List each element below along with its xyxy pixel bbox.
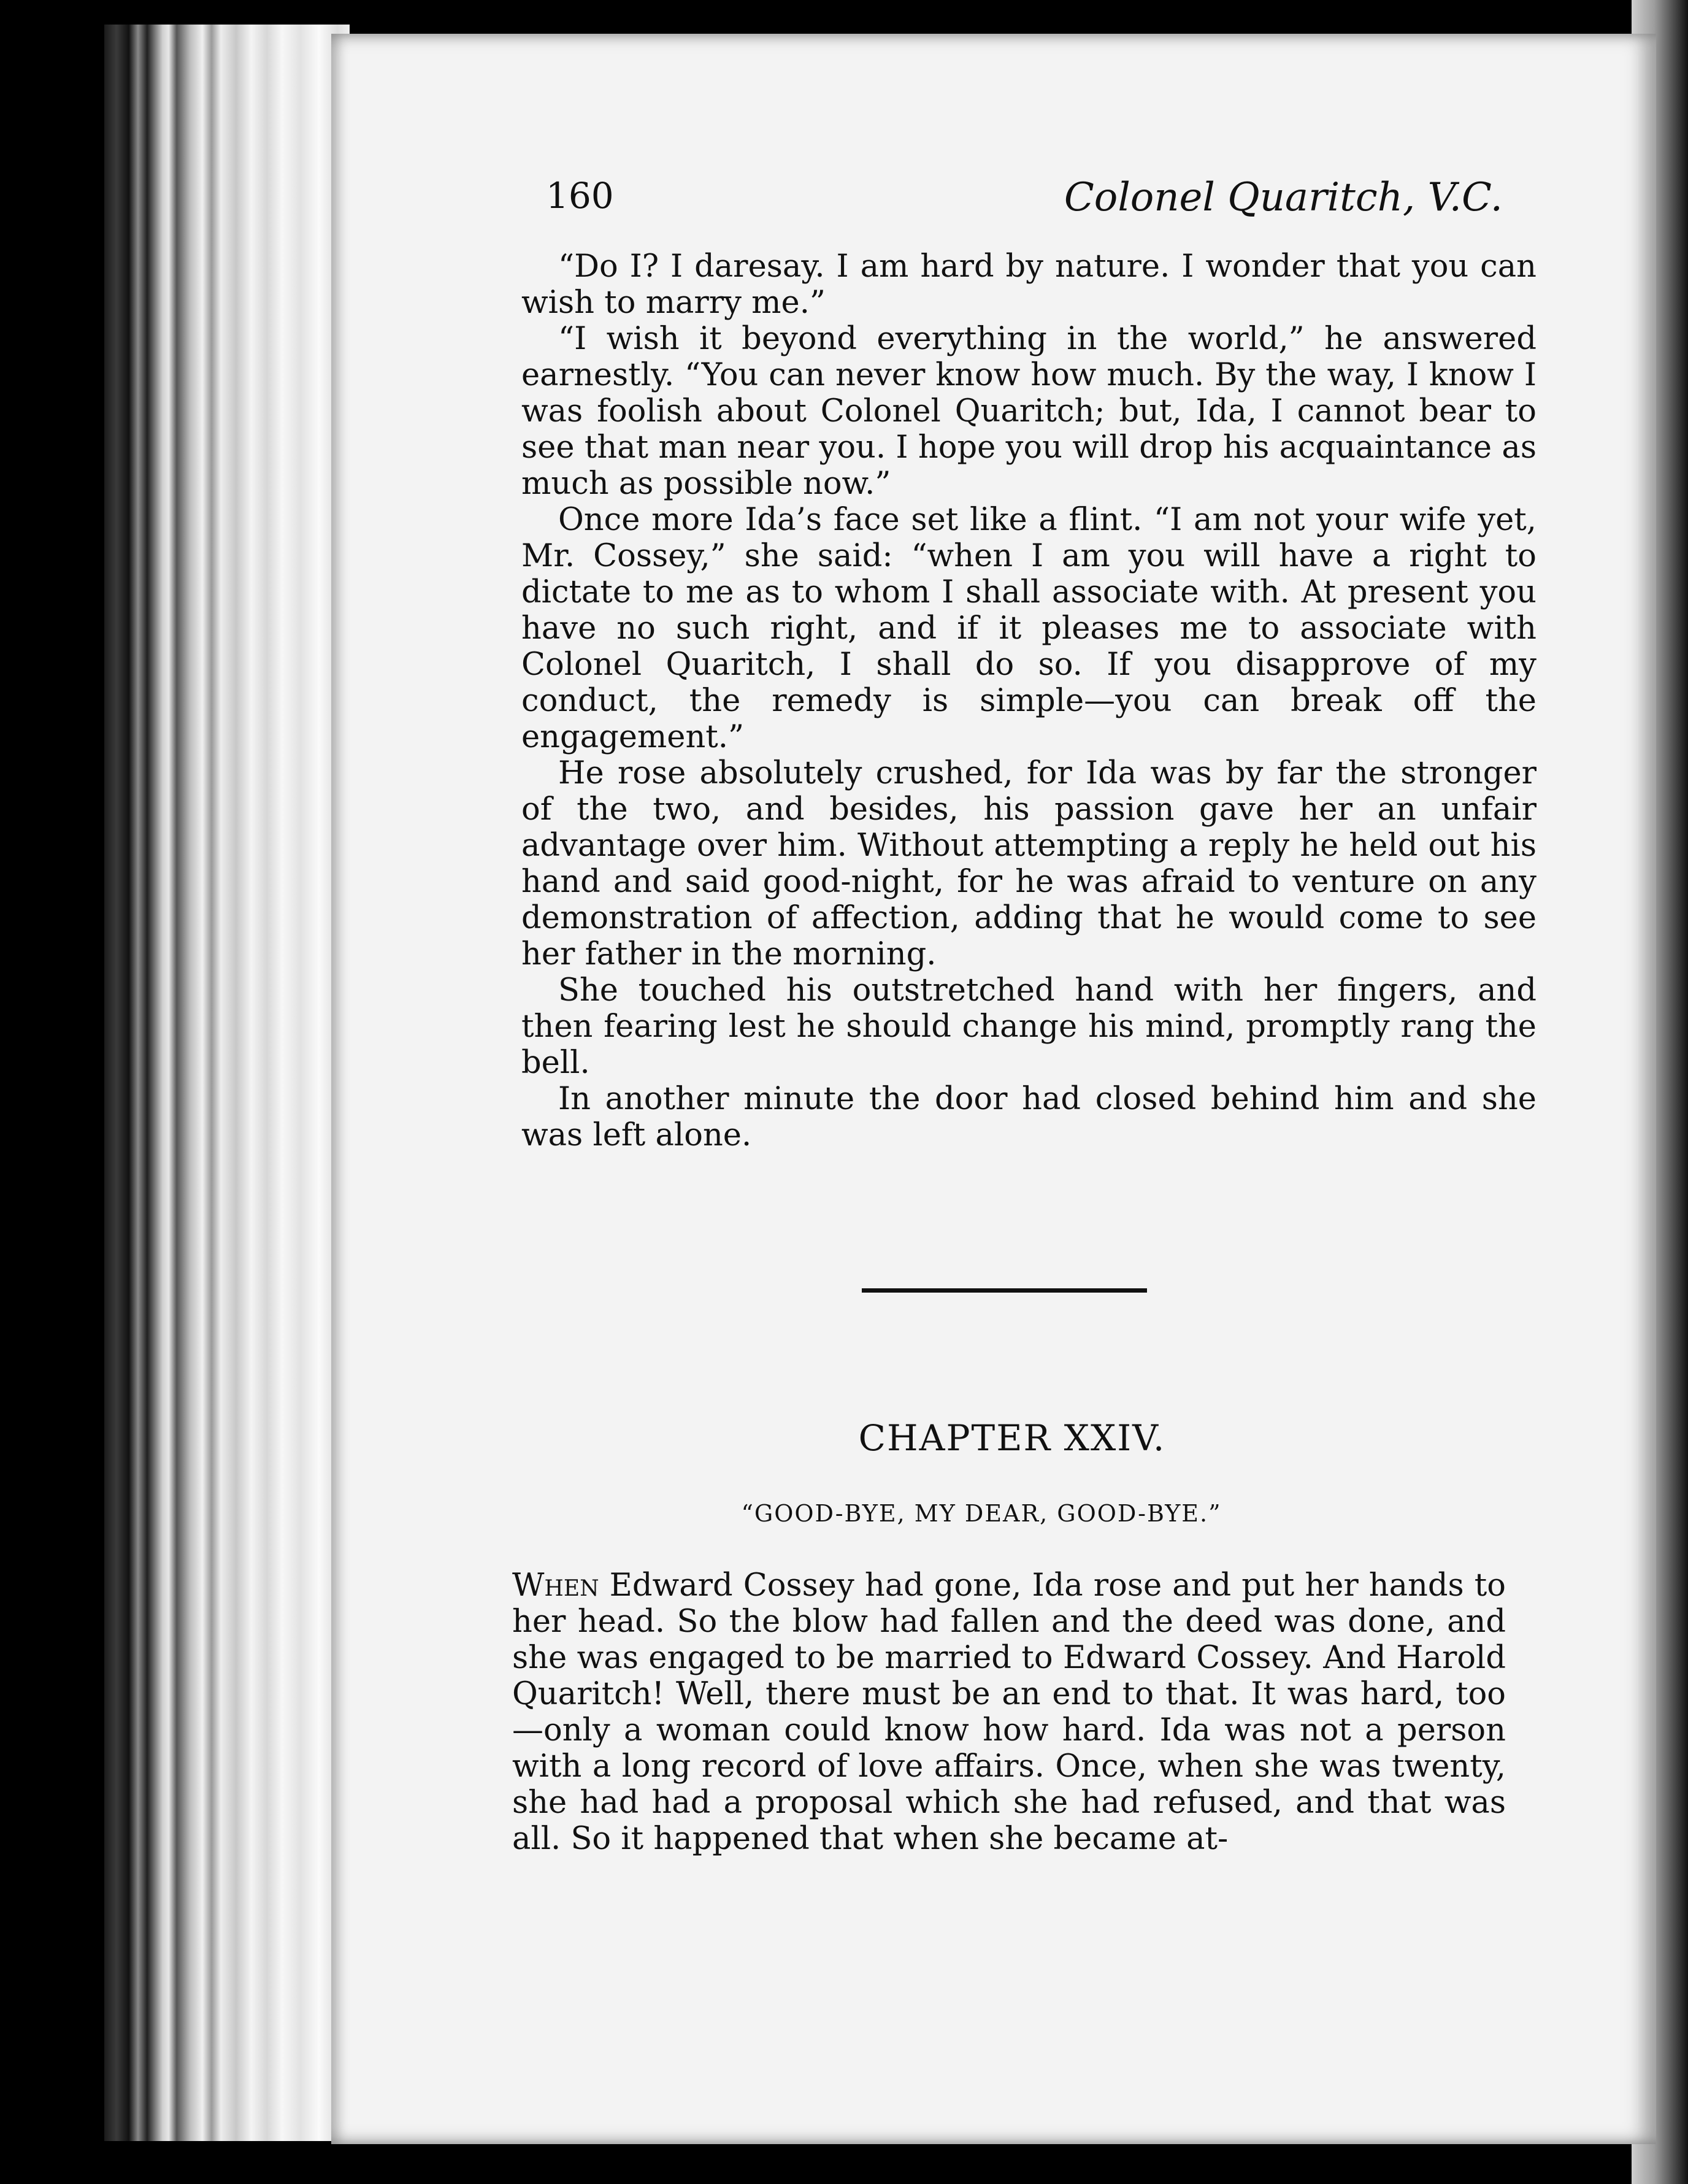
page-header <box>546 175 1589 230</box>
body-text <box>521 248 1536 1153</box>
paragraph: “I wish it beyond everything in the world,” he answered earnestly. “You can never know how much. By the way, I know I was foolish about Colonel Quaritch; but, Ida, I cannot bear to see that man near you. I hope you will drop his acquaintance as much as possible now.” <box>521 321 1536 502</box>
chapter-heading: CHAPTER XXIV. <box>858 1417 1166 1459</box>
paragraph: She touched his outstretched hand with her fingers, and then fearing lest he should change his mind, promptly rang the bell. <box>521 972 1536 1081</box>
page-number: 160 <box>546 175 614 217</box>
paragraph: In another minute the door had closed behind him and she was left alone. <box>521 1081 1536 1153</box>
chapter-first-paragraph <box>512 1567 1506 1857</box>
paragraph: He rose absolutely crushed, for Ida was by far the stronger of the two, and besides, his passion gave her an unfair advantage over him. Without attempting a reply he held out his hand and said good-night, for he was afraid to venture on any demonstration of affection, adding that he would come to see her father in the morning. <box>521 755 1536 972</box>
running-title: Colonel Quaritch, V.C. <box>1064 175 1503 220</box>
paragraph: “Do I? I daresay. I am hard by nature. I wonder that you can wish to marry me.” <box>521 248 1536 321</box>
chapter-paragraph-text: Edward Cossey had gone, Ida rose and put her hands to her head. So the blow had fallen and the deed was done, and she was engaged to be married to Edward Cossey. And Harold Quaritch! Well, there must be an end to that. It was hard, too—only a woman could know how hard. Ida was not a person with a long record of love affairs. Once, when she was twenty, she had had a proposal which she had refused, and that was all. So it happened that when she became at- <box>512 1567 1506 1857</box>
section-divider <box>862 1288 1147 1293</box>
chapter-text <box>512 1567 1506 1857</box>
book-page-edges <box>104 25 350 2141</box>
paragraph: Once more Ida’s face set like a flint. “I am not your wife yet, Mr. Cossey,” she said: “when I am you will have a right to dictate to me as to whom I shall associate with. At present you have no such right, and if it pleases me to associate with Colonel Quaritch, I shall do so. If you disapprove of my conduct, the remedy is simple—you can break off the engagement.” <box>521 502 1536 755</box>
chapter-subtitle: “GOOD-BYE, MY DEAR, GOOD-BYE.” <box>741 1500 1222 1527</box>
chapter-first-word: When <box>512 1567 599 1604</box>
